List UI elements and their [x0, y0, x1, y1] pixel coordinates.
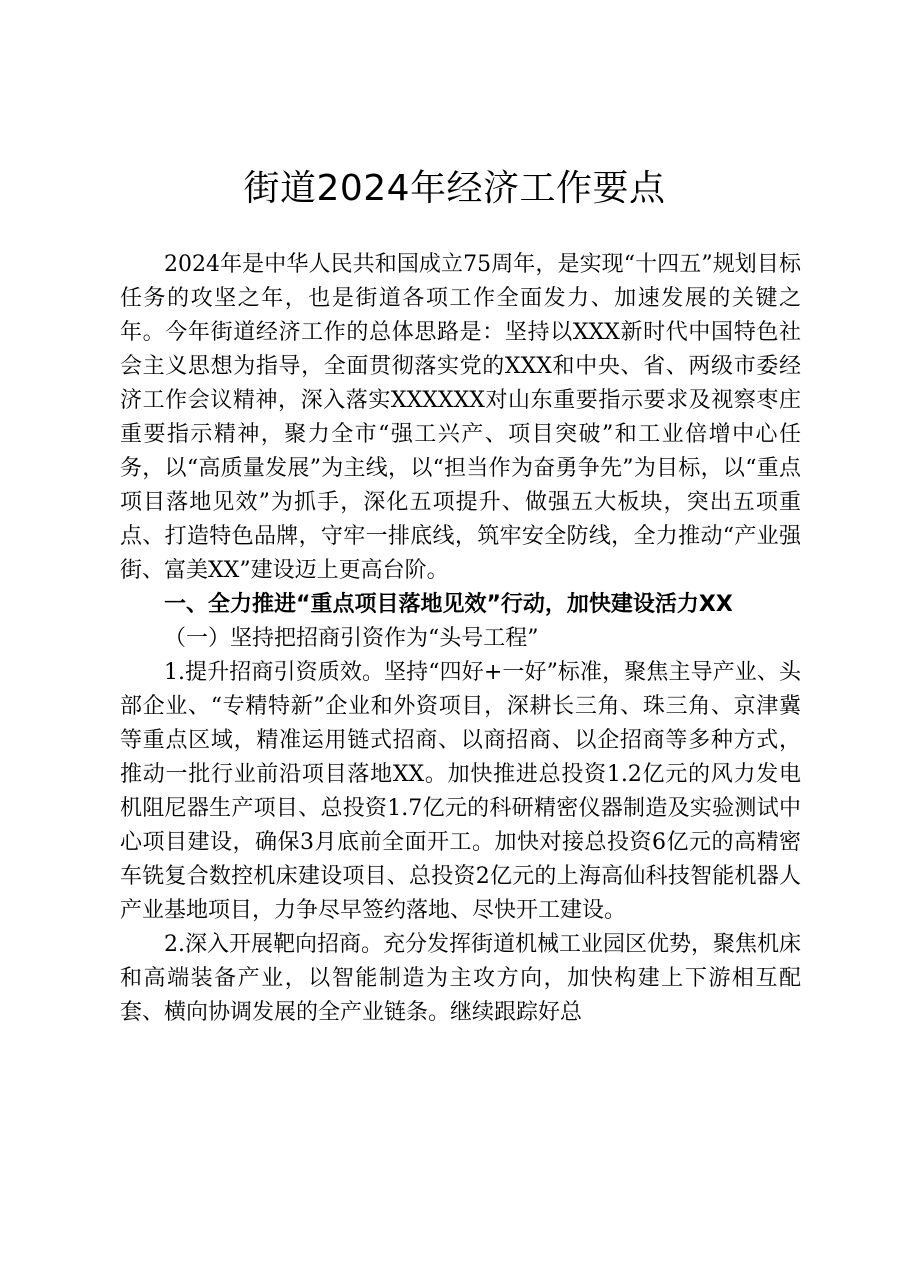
intro-paragraph: 2024年是中华人民共和国成立75周年，是实现“十四五”规划目标任务的攻坚之年，也是街道各项工作全面发力、加速发展的关键之年。今年街道经济工作的总体思路是：坚持以XXX新时代中国特色社会主义思想为指导，全面贯彻落实党的XXX和中央、省、两级市委经济工作会议精神，深入落实XXXXXX对山东重要指示要求及视察枣庄重要指示精神，聚力全市“强工兴产、项目突破”和工业倍增中心任务，以“高质量发展”为主线，以“担当作为奋勇争先”为目标，以“重点项目落地见效”为抓手，深化五项提升、做强五大板块，突出五项重点、打造特色品牌，守牢一排底线，筑牢安全防线，全力推动“产业强街、富美XX”建设迈上更高台阶。	[120, 252, 801, 583]
document-title: 街道2024年经济工作要点	[243, 168, 666, 209]
subsection-heading-1: （一）坚持把招商引资作为“头号工程”	[164, 626, 539, 651]
item-paragraph-2: 2.深入开展靶向招商。充分发挥街道机械工业园区优势，聚焦机床和高端装备产业，以智能制造为主攻方向，加快构建上下游相互配套、横向协调发展的全产业链条。继续跟踪好总	[120, 932, 801, 1025]
section-heading-1: 一、全力推进“重点项目落地见效”行动，加快建设活力XX	[164, 592, 733, 617]
document-body	[120, 248, 801, 1030]
item-paragraph-1: 1.提升招商引资质效。坚持“四好+一好”标准，聚焦主导产业、头部企业、“专精特新”企业和外资项目，深耕长三角、珠三角、京津冀等重点区域，精准运用链式招商、以商招商、以企招商等多种方式，推动一批行业前沿项目落地XX。加快推进总投资1.2亿元的风力发电机阻尼器生产项目、总投资1.7亿元的科研精密仪器制造及实验测试中心项目建设，确保3月底前全面开工。加快对接总投资6亿元的高精密车铣复合数控机床建设项目、总投资2亿元的上海高仙科技智能机器人产业基地项目，力争尽早签约落地、尽快开工建设。	[120, 660, 801, 923]
